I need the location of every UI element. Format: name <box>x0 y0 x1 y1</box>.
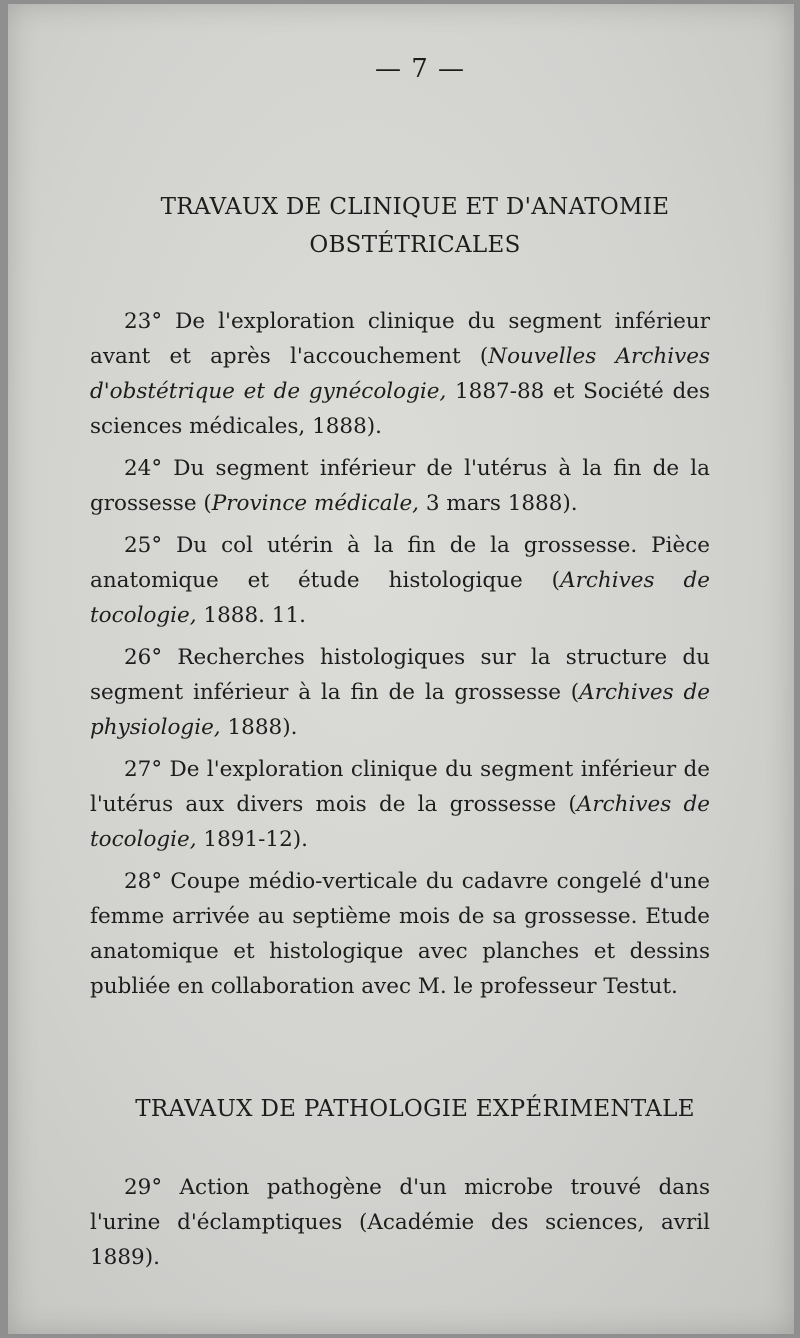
section-title-line-1: TRAVAUX DE CLINIQUE ET D'ANATOMIE <box>160 194 670 220</box>
item-citation: Archives de tocologie, <box>90 792 710 852</box>
item-text-end: 1888. 11. <box>196 603 307 628</box>
item-number: 28° <box>124 869 163 894</box>
list-item-27 <box>90 752 710 857</box>
item-text-end: 1887-88 et Société des sciences médicales, 1888). <box>90 379 710 439</box>
item-text: Action pathogène d'un microbe trouvé dans l'urine d'éclamptiques (Académie des sciences, avril 1889). <box>90 1175 710 1270</box>
section-title-clinique <box>120 188 710 264</box>
list-item-28 <box>90 864 710 1004</box>
item-text: De l'exploration clinique du segment inférieur de l'utérus aux divers mois de la grossesse ( <box>90 757 710 817</box>
item-citation: Archives de physiologie, <box>90 680 710 740</box>
list-item-26 <box>90 640 710 745</box>
pathologie-item-list <box>90 1170 710 1275</box>
item-text-end: 1888). <box>220 715 298 740</box>
scanned-page <box>8 4 794 1334</box>
item-number: 29° <box>124 1175 163 1200</box>
list-item-23 <box>90 304 710 444</box>
page-number: — 7 — <box>374 54 466 84</box>
section-title-line-2: OBSTÉTRICALES <box>309 232 521 258</box>
item-number: 23° <box>124 309 163 334</box>
section-title-pathologie: TRAVAUX DE PATHOLOGIE EXPÉRIMENTALE <box>135 1096 695 1122</box>
page-content <box>90 54 710 1282</box>
item-text: Du segment inférieur de l'utérus à la fin de la grossesse ( <box>90 456 710 516</box>
item-citation: Nouvelles Archives d'obstétrique et de gynécologie, <box>90 344 710 404</box>
item-text-end: 3 mars 1888). <box>419 491 578 516</box>
item-number: 27° <box>124 757 163 782</box>
item-text: Recherches histologiques sur la structure du segment inférieur à la fin de la grossesse ( <box>90 645 710 705</box>
item-citation: Archives de tocologie, <box>90 568 710 628</box>
item-text: De l'exploration clinique du segment inférieur avant et après l'accouchement ( <box>90 309 710 369</box>
list-item-29 <box>90 1170 710 1275</box>
item-citation: Province médicale, <box>211 491 419 516</box>
item-text-end: 1891-12). <box>196 827 308 852</box>
list-item-24 <box>90 451 710 521</box>
item-number: 25° <box>124 533 163 558</box>
clinique-item-list <box>90 304 710 1004</box>
item-text: Du col utérin à la fin de la grossesse. Pièce anatomique et étude histologique ( <box>90 533 710 593</box>
item-text: Coupe médio-verticale du cadavre congelé d'une femme arrivée au septième mois de sa grossesse. Etude anatomique et histologique avec planches et dessins publiée en collaboration avec M. le professeur Testut. <box>90 869 710 999</box>
item-number: 26° <box>124 645 163 670</box>
list-item-25 <box>90 528 710 633</box>
item-number: 24° <box>124 456 163 481</box>
